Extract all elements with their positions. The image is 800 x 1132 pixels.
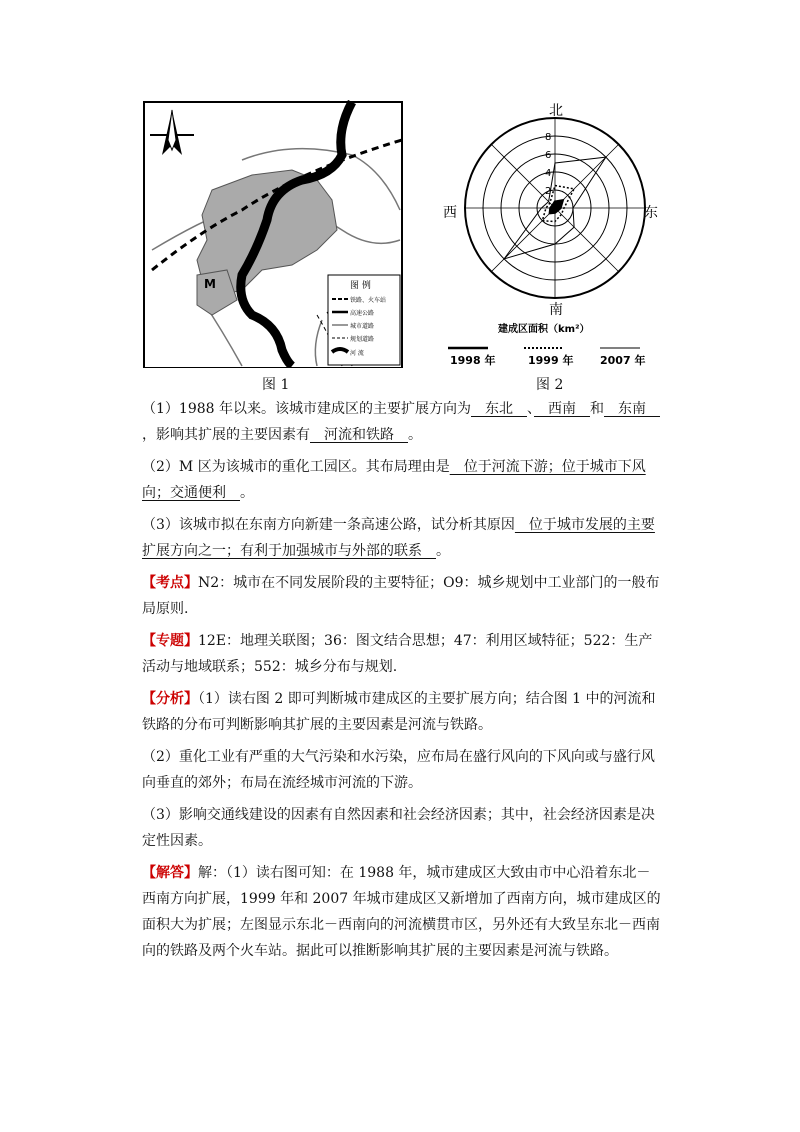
answer-southwest: 西南	[534, 401, 590, 417]
fenxi-tag: 【分析】	[142, 691, 198, 707]
direction-north: 北	[549, 103, 563, 119]
svg-text:城市道路: 城市道路	[350, 323, 375, 330]
svg-text:铁路、火车站: 铁路、火车站	[350, 297, 387, 304]
answer-factors: 河流和铁路	[310, 427, 408, 443]
svg-text:规划道路: 规划道路	[350, 336, 375, 343]
legend-2007	[600, 348, 645, 367]
jieda-section: 【解答】解：（1）读右图可知：在 1988 年，城市建成区大致由市中心沿着东北－西南方向扩展，1999 年和 2007 年城市建成区又新增加了西南方向，城市建成区的面积大为扩展；左图显示东北－西南向的河流横贯市区，另外还有大致呈东北－西南向的铁路及两个火车站。据此可以推断影响其扩展的主要因素是河流与铁路。	[142, 865, 661, 959]
answer-q3: 位于城市发展的主要扩展方向之一；有利于加强城市与外部的联系	[142, 517, 655, 559]
ring-label-4: 4	[545, 168, 552, 179]
fenxi-section: 【分析】（1）读右图 2 即可判断城市建成区的主要扩展方向；结合图 1 中的河流和铁路的分布可判断影响其扩展的主要因素是河流与铁路。	[142, 691, 656, 733]
direction-east: 东	[644, 205, 658, 221]
spoke-1	[555, 144, 619, 208]
figure-2-caption: 图 2	[536, 377, 564, 393]
kaodian-section: 【考点】N2：城市在不同发展阶段的主要特征；O9：城乡规划中工业部门的一般布局原则.	[142, 575, 660, 617]
city-map	[142, 100, 408, 368]
legend-1999	[524, 348, 573, 367]
svg-text:河 流: 河 流	[350, 350, 364, 357]
spoke-3	[555, 208, 619, 272]
answer-text	[142, 396, 662, 970]
zone-m-label: M	[204, 277, 216, 291]
svg-text:1998 年: 1998 年	[450, 354, 496, 367]
direction-south: 南	[549, 302, 563, 318]
figure-2-radar-chart	[440, 100, 670, 368]
fenxi-para-2: （2）重化工业有严重的大气污染和水污染，应布局在盛行风向的下风向或与盛行风向垂直的郊外；布局在流经城市河流的下游。	[142, 749, 655, 791]
ring-label-8: 8	[545, 132, 552, 143]
fenxi-para-3: （3）影响交通线建设的因素有自然因素和社会经济因素；其中，社会经济因素是决定性因素。	[142, 807, 655, 849]
zhuanti-tag: 【专题】	[142, 633, 198, 649]
question-3: （3）该城市拟在东南方向新建一条高速公路，试分析其原因 位于城市发展的主要扩展方向之一；有利于加强城市与外部的联系 。	[142, 517, 655, 559]
jieda-tag: 【解答】	[142, 865, 198, 881]
legend-1998	[448, 348, 495, 367]
svg-text:高速公路: 高速公路	[350, 310, 375, 317]
question-2: （2）M 区为该城市的重化工园区。其布局理由是 位于河流下游；位于城市下风向；交通便利 。	[142, 459, 646, 501]
ring-label-6: 6	[545, 150, 552, 161]
axis-title: 建成区面积（km²）	[498, 324, 590, 335]
answer-southeast: 东南	[604, 401, 660, 417]
legend-title: 图 例	[350, 281, 371, 291]
spoke-5	[491, 208, 555, 272]
question-1: （1）1988 年以来。该城市建成区的主要扩展方向为 东北 、 西南 和 东南 ，影响其扩展的主要因素有 河流和铁路 。	[142, 401, 660, 443]
answer-q2: 位于河流下游；位于城市下风向；交通便利	[142, 459, 646, 501]
radar-chart	[440, 100, 670, 368]
zhuanti-section: 【专题】12E：地理关联图；36：图文结合思想；47：利用区域特征；522：生产活动与地域联系；552：城乡分布与规划.	[142, 633, 653, 675]
answer-northeast: 东北	[471, 401, 527, 417]
figure-1-caption: 图 1	[262, 377, 290, 393]
kaodian-tag: 【考点】	[142, 575, 198, 591]
series-0	[550, 200, 563, 213]
svg-text:2007 年: 2007 年	[600, 354, 646, 367]
ring-label-2: 2	[545, 186, 552, 197]
svg-text:1999 年: 1999 年	[528, 354, 574, 367]
figure-1-map	[142, 100, 408, 368]
direction-west: 西	[443, 205, 457, 221]
